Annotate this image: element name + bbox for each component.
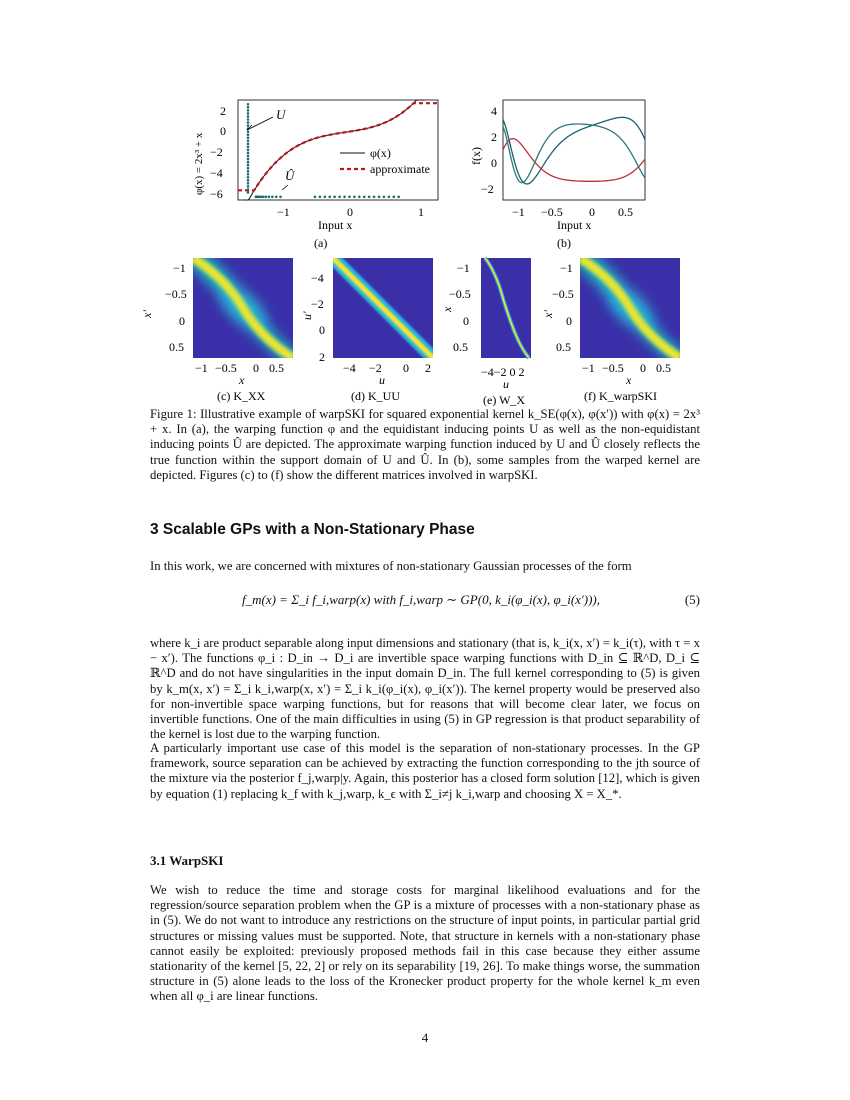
xtick-b-2: 0 (589, 205, 595, 219)
ytick-d-2: 0 (319, 323, 325, 337)
inducing-point-Uhat (314, 195, 317, 198)
equation-5-number: (5) (684, 592, 700, 607)
inducing-point-Uhat (268, 195, 271, 198)
xtick-f-2: 0 (640, 361, 646, 375)
inducing-point-Uhat (324, 195, 327, 198)
inducing-point-Uhat (348, 195, 351, 198)
xlabel-d: u (379, 373, 385, 387)
inducing-point-Uhat (260, 195, 263, 198)
figure-1c (140, 258, 300, 408)
ytick-a-1: 0 (220, 124, 226, 138)
inducing-point-Uhat (373, 195, 376, 198)
figure-caption: Figure 1: Illustrative example of warpSKI for squared exponential kernel k_SE(φ(x), φ(x′)) with φ(x) = 2x³ + x. In (a), the warping function φ and the equidistant inducing points U as well as the non-equidistant inducing points Û are depicted. The approximate warping function induced by U and Û closely reflects the true function within the support domain of U and Û. In (b), some samples from the warped kernel are depicted. Figures (c) to (f) show the different matrices involved in warpSKI. (150, 407, 700, 482)
figure-1d (300, 258, 440, 408)
inducing-point-Uhat (378, 195, 381, 198)
xtick-f-1: −0.5 (602, 361, 624, 375)
section-3-1-title: 3.1 WarpSKI (150, 853, 224, 868)
ytick-e-3: 0.5 (453, 340, 468, 354)
inducing-point-U (247, 130, 250, 133)
ylabel-a: φ(x) = 2x³ + x (193, 132, 205, 195)
figure-1f (540, 258, 690, 408)
ytick-f-3: 0.5 (556, 340, 571, 354)
inducing-point-U (247, 118, 250, 121)
xtick-b-1: −0.5 (541, 205, 563, 219)
inducing-point-U (247, 143, 250, 146)
ytick-f-0: −1 (560, 261, 573, 275)
ytick-c-3: 0.5 (169, 340, 184, 354)
ytick-e-1: −0.5 (449, 287, 471, 301)
sub-f: (f) K_warpSKI (584, 389, 657, 403)
ytick-b-0: 4 (491, 104, 497, 118)
inducing-point-Uhat (368, 195, 371, 198)
inducing-point-U (247, 170, 250, 173)
inducing-point-Uhat (388, 195, 391, 198)
ytick-d-1: −2 (311, 297, 324, 311)
sub-a: (a) (314, 236, 328, 250)
ytick-a-0: 2 (220, 104, 226, 118)
sub-c: (c) K_XX (217, 389, 266, 403)
inducing-point-U (247, 115, 250, 118)
paragraph-warpski: We wish to reduce the time and storage costs for marginal likelihood evaluations and for the regression/source separation problem when the GP is a mixture of processes with a non-stationary phase as in (5). We do not want to introduce any restrictions on the structure of input points, in particular partial grid structures or missing values must be supported. Note, that structure in kernels with a non-stationary phase cannot easily be exploited: previously proposed methods fail in this case because they either assume stationarity of the kernel [5, 22, 2] or rely on its separability [19, 26]. To make things worse, the summation structure in (5) alone leads to the loss of the Kronecker product property for the whole kernel k_m even when all φ_i are linear functions. (150, 883, 700, 1004)
xtick-c-1: −0.5 (215, 361, 237, 375)
ytick-e-0: −1 (457, 261, 470, 275)
xtick-c-3: 0.5 (269, 361, 284, 375)
ytick-b-2: 0 (491, 156, 497, 170)
sub-d: (d) K_UU (351, 389, 400, 403)
inducing-point-Uhat (358, 195, 361, 198)
paragraph-source-separation: A particularly important use case of this model is the separation of non-stationary processes. In the GP framework, source separation can be achieved by extracting the function corresponding to the jth source of the mixture via the posterior f_j,warp|y. Again, this posterior has a closed form solution [12], which is given by equation (1) replacing k_f with k_j,warp, k_ϵ with Σ_i≠j k_i,warp and choosing X = X_*. (150, 741, 700, 801)
ylabel-f: x′ (541, 310, 555, 318)
inducing-point-Uhat (328, 195, 331, 198)
inducing-point-U (247, 139, 250, 142)
xlabel-a: Input x (318, 218, 353, 232)
xlabel-b: Input x (557, 218, 592, 232)
inducing-point-Uhat (275, 195, 278, 198)
ytick-a-3: −4 (210, 166, 223, 180)
equation-5-body: f_m(x) = Σ_i f_i,warp(x) with f_i,warp ∼ GP(0, k_i(φ_i(x), φ_i(x′))), (242, 592, 600, 607)
label-U: U (276, 107, 286, 122)
xlabel-c: x (239, 373, 245, 387)
ylabel-e: x (440, 306, 454, 312)
ytick-d-3: 2 (319, 350, 325, 364)
xlabel-f: x (626, 373, 632, 387)
section-3-title: 3 Scalable GPs with a Non-Stationary Phase (150, 521, 475, 538)
paragraph-intro: In this work, we are concerned with mixtures of non-stationary Gaussian processes of the form (150, 559, 632, 573)
xtick-c-0: −1 (195, 361, 208, 375)
plot-b (465, 95, 655, 255)
ytick-f-1: −0.5 (552, 287, 574, 301)
inducing-point-U (247, 167, 250, 170)
inducing-point-U (247, 103, 250, 106)
inducing-point-U (247, 155, 250, 158)
heatmap-e (440, 258, 555, 408)
inducing-point-Uhat (392, 195, 395, 198)
legend-phi: φ(x) (370, 146, 391, 160)
ytick-c-0: −1 (173, 261, 186, 275)
inducing-point-U (247, 106, 250, 109)
xlabel-e: u (503, 377, 509, 391)
label-Uhat: Û (285, 168, 295, 183)
sub-b: (b) (557, 236, 571, 250)
heatmap-c (140, 258, 300, 408)
inducing-point-Uhat (343, 195, 346, 198)
inducing-point-Uhat (271, 195, 274, 198)
inducing-point-U (247, 109, 250, 112)
inducing-point-U (247, 133, 250, 136)
inducing-point-Uhat (363, 195, 366, 198)
xtick-b-3: 0.5 (618, 205, 633, 219)
inducing-point-Uhat (338, 195, 341, 198)
xticks-e: −4−2 0 2 (481, 365, 525, 379)
xtick-d-3: 2 (425, 361, 431, 375)
inducing-point-U (247, 173, 250, 176)
figure-1b (465, 95, 655, 255)
inducing-point-U (247, 146, 250, 149)
xtick-a-1: 0 (347, 205, 353, 219)
inducing-point-U (247, 149, 250, 152)
inducing-point-U (247, 161, 250, 164)
legend-approx: approximate (370, 162, 430, 176)
xtick-f-3: 0.5 (656, 361, 671, 375)
ytick-c-1: −0.5 (165, 287, 187, 301)
heatmap-d (300, 258, 440, 408)
inducing-point-U (247, 185, 250, 188)
paragraph-kernels: where k_i are product separable along input dimensions and stationary (that is, k_i(x, x′) = k_i(τ), with τ = x − x′). The functions φ_i : D_in → D_i are invertible space warping functions with D_in ⊆ ℝ^D, D_i ⊆ ℝ^D and do not have singularities in the input domain D_in. The full kernel corresponding to (5) is given by k_m(x, x′) = Σ_i k_i,warp(x, x′) = Σ_i k_i(φ_i(x), φ_i(x′)). The kernel property would be preserved also for non-invertible space warping functions, but for reasons that will become clear later, we focus on invertible functions. One of the main difficulties in using (5) in GP regression is that product separability of the kernel is lost due to the warping function. (150, 636, 700, 742)
ytick-d-0: −4 (311, 271, 324, 285)
xtick-a-2: 1 (418, 205, 424, 219)
inducing-point-U (247, 188, 250, 191)
xtick-a-0: −1 (277, 205, 290, 219)
xtick-c-2: 0 (253, 361, 259, 375)
inducing-point-U (247, 124, 250, 127)
xtick-f-0: −1 (582, 361, 595, 375)
inducing-point-Uhat (397, 195, 400, 198)
inducing-point-Uhat (383, 195, 386, 198)
xtick-d-0: −4 (343, 361, 356, 375)
figure-1a (190, 95, 450, 255)
inducing-point-Uhat (265, 195, 268, 198)
sub-e: (e) W_X (483, 393, 526, 407)
inducing-point-U (247, 112, 250, 115)
xtick-d-2: 0 (403, 361, 409, 375)
inducing-point-Uhat (319, 195, 322, 198)
heatmap-f (540, 258, 690, 408)
xtick-d-1: −2 (369, 361, 382, 375)
inducing-point-U (247, 176, 250, 179)
inducing-point-U (247, 182, 250, 185)
xtick-b-0: −1 (512, 205, 525, 219)
ytick-e-2: 0 (463, 314, 469, 328)
page-number: 4 (421, 1030, 429, 1045)
inducing-point-U (247, 158, 250, 161)
ytick-b-1: 2 (491, 130, 497, 144)
inducing-point-Uhat (279, 195, 282, 198)
inducing-point-U (247, 164, 250, 167)
ylabel-b: f(x) (469, 147, 483, 165)
plot-a (190, 95, 450, 255)
ytick-b-3: −2 (481, 182, 494, 196)
inducing-point-U (247, 136, 250, 139)
ytick-f-2: 0 (566, 314, 572, 328)
inducing-point-Uhat (353, 195, 356, 198)
inducing-point-U (247, 121, 250, 124)
ytick-a-2: −2 (210, 145, 223, 159)
inducing-point-U (247, 152, 250, 155)
ytick-c-2: 0 (179, 314, 185, 328)
ylabel-c: x′ (140, 310, 154, 318)
ylabel-d: u′ (300, 311, 314, 320)
inducing-point-Uhat (333, 195, 336, 198)
figure-1e (440, 258, 555, 408)
inducing-point-U (247, 179, 250, 182)
inducing-point-Uhat (262, 195, 265, 198)
ytick-a-4: −6 (210, 187, 223, 201)
inducing-point-U (247, 191, 250, 194)
